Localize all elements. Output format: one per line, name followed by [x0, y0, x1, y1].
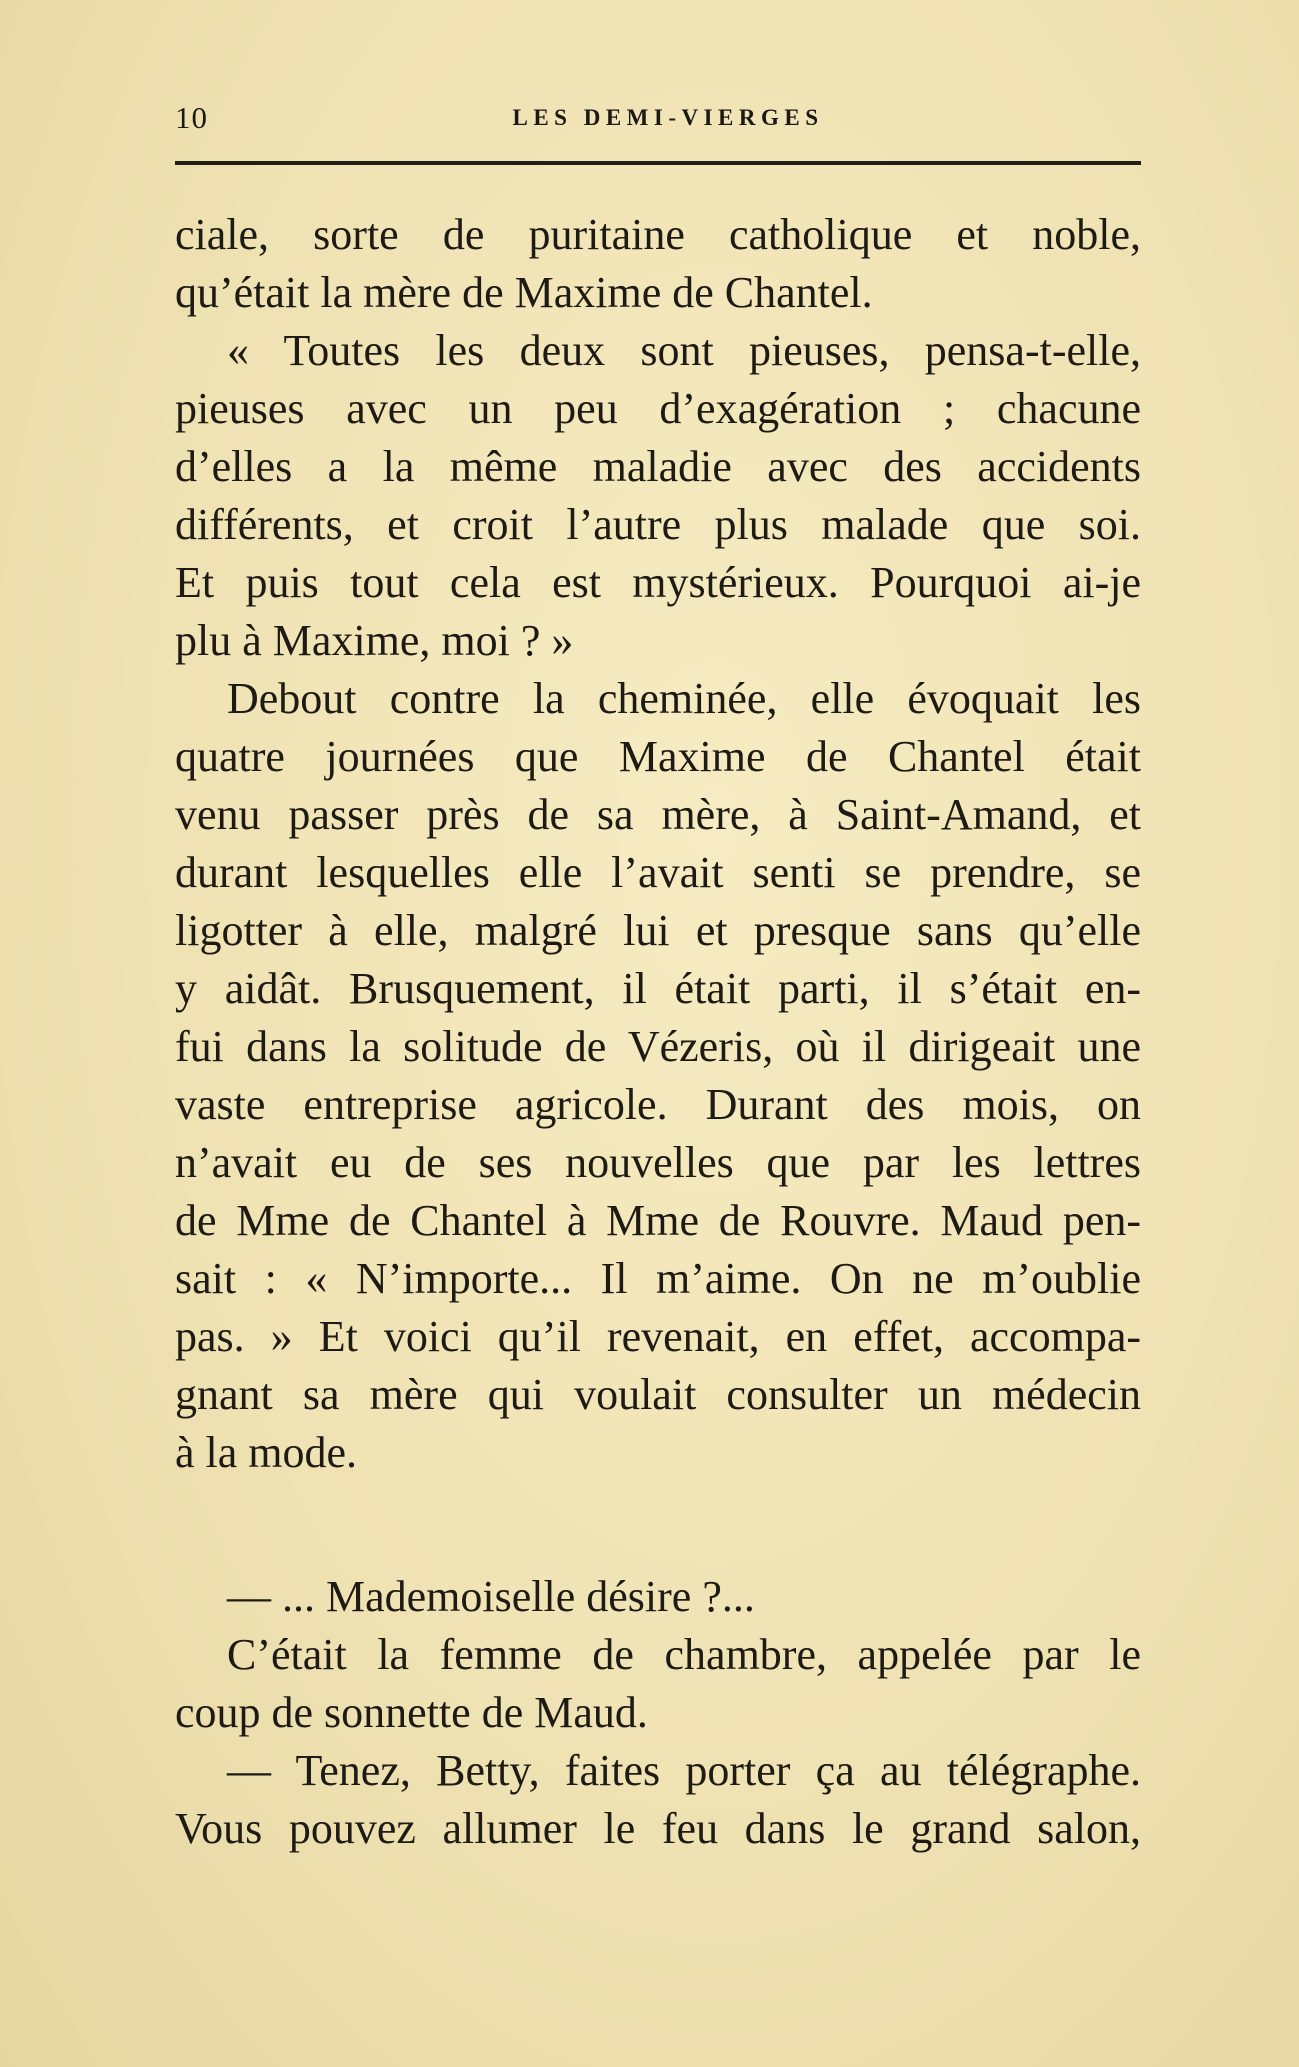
page-number: 10: [175, 100, 208, 135]
text-line: qu’était la mère de Maxime de Chantel.: [175, 268, 873, 317]
text-line: C’était la femme de chambre, appelée par le: [227, 1630, 1141, 1679]
text-line: sait : « N’importe... Il m’aime. On ne m’oublie: [175, 1254, 1141, 1303]
text-line: ciale, sorte de puritaine catholique et noble,: [175, 210, 1141, 259]
text-line: Debout contre la cheminée, elle évoquait les: [227, 674, 1141, 723]
text-line: coup de sonnette de Maud.: [175, 1688, 648, 1737]
header-rule: [175, 161, 1141, 165]
text-line: Et puis tout cela est mystérieux. Pourquoi ai-je: [175, 558, 1141, 607]
text-line: ligotter à elle, malgré lui et presque sans qu’elle: [175, 906, 1141, 955]
text-line: de Mme de Chantel à Mme de Rouvre. Maud pen-: [175, 1196, 1141, 1245]
running-title: LES DEMI-VIERGES: [512, 105, 824, 130]
text-line: durant lesquelles elle l’avait senti se prendre, se: [175, 848, 1141, 897]
text-line: « Toutes les deux sont pieuses, pensa-t-elle,: [227, 326, 1141, 375]
text-line: fui dans la solitude de Vézeris, où il dirigeait une: [175, 1022, 1141, 1071]
text-line: à la mode.: [175, 1428, 358, 1477]
text-line: différents, et croit l’autre plus malade que soi.: [175, 500, 1141, 549]
text-line: d’elles a la même maladie avec des accidents: [175, 442, 1141, 491]
text-line: — ... Mademoiselle désire ?...: [227, 1572, 755, 1621]
text-line: plu à Maxime, moi ? »: [175, 616, 574, 665]
text-line: pas. » Et voici qu’il revenait, en effet, accompa-: [175, 1312, 1141, 1361]
body-text: [175, 206, 1141, 1858]
text-line: vaste entreprise agricole. Durant des mois, on: [175, 1080, 1141, 1129]
text-line: y aidât. Brusquement, il était parti, il s’était en-: [175, 964, 1141, 1013]
text-line: Vous pouvez allumer le feu dans le grand salon,: [175, 1804, 1141, 1853]
text-line: n’avait eu de ses nouvelles que par les lettres: [175, 1138, 1141, 1187]
text-line: pieuses avec un peu d’exagération ; chacune: [175, 384, 1141, 433]
text-line: gnant sa mère qui voulait consulter un médecin: [175, 1370, 1141, 1419]
running-head: [175, 98, 1141, 138]
text-line: venu passer près de sa mère, à Saint-Amand, et: [175, 790, 1141, 839]
text-line: — Tenez, Betty, faites porter ça au télégraphe.: [227, 1746, 1141, 1795]
text-line: quatre journées que Maxime de Chantel était: [175, 732, 1141, 781]
